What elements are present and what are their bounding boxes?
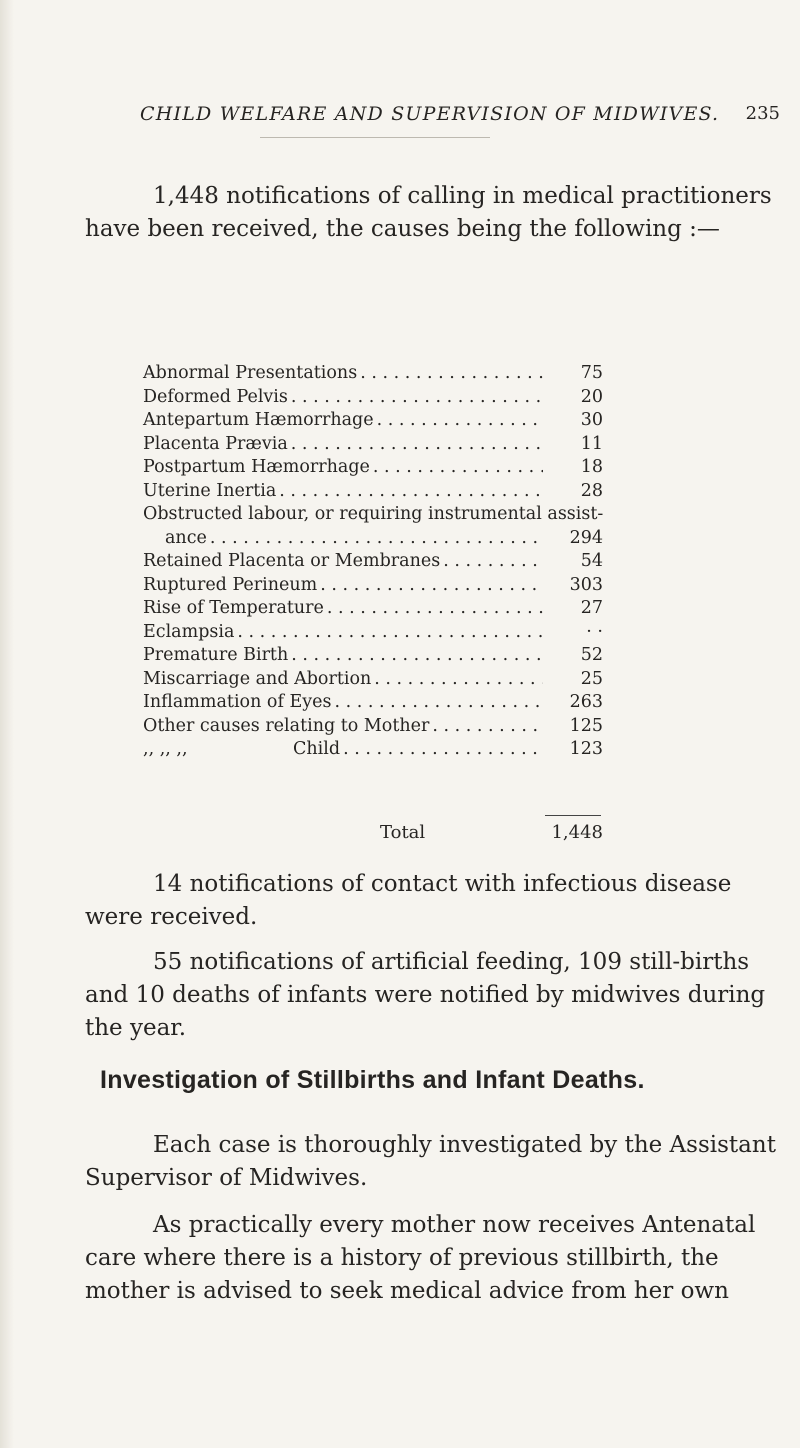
infectious-paragraph: 14 notifications of contact with infectious disease were received. [85, 871, 732, 930]
intro-paragraph: 1,448 notifications of calling in medical practitioners have been received, the causes being the following :— [85, 183, 772, 242]
cause-count: 52 [580, 645, 603, 665]
cause-count: 294 [569, 527, 603, 548]
cause-count: 125 [569, 715, 603, 736]
ditto-marks: ,, ,, ,, [143, 739, 188, 759]
table-row [143, 433, 603, 457]
cause-count: · · [586, 621, 603, 642]
table-row [143, 715, 603, 739]
cause-label: Placenta Prævia [143, 433, 288, 454]
feeding-paragraph: 55 notifications of artificial feeding, 109 still-births and 10 deaths of infants were notified by midwives during the year. [85, 949, 766, 1041]
cause-label: Child [293, 739, 341, 759]
header-rule [260, 137, 490, 138]
total-label: Total [380, 822, 426, 843]
cause-label: Antepartum Hæmorrhage [143, 410, 374, 430]
cause-count: 123 [569, 739, 603, 759]
table-row [143, 409, 603, 433]
cause-label: Deformed Pelvis [143, 386, 288, 407]
page-number: 235 [745, 103, 780, 124]
table-row [143, 668, 603, 692]
investigated-paragraph: Each case is thoroughly investigated by the Assistant Supervisor of Midwives. [85, 1132, 776, 1191]
antenatal-paragraph: As practically every mother now receives Antenatal care where there is a history of previous stillbirth, the mother is advised to seek medical advice from her own [85, 1212, 756, 1304]
table-row [143, 644, 603, 668]
cause-label: Miscarriage and Abortion [143, 668, 372, 689]
table-row [143, 362, 603, 386]
cause-label: Premature Birth [143, 645, 289, 665]
cause-count: 303 [569, 574, 603, 595]
cause-label: Obstructed labour, or requiring instrumental assist- [143, 504, 604, 524]
cause-count: 75 [580, 363, 603, 383]
cause-count: 30 [580, 410, 603, 430]
cause-label: Ruptured Perineum [143, 574, 318, 595]
cause-label: Eclampsia [143, 621, 235, 642]
table-row [143, 386, 603, 410]
table-row [143, 738, 603, 762]
cause-label: Retained Placenta or Membranes [143, 551, 441, 571]
table-row [143, 480, 603, 504]
table-row [143, 691, 603, 715]
cause-count: 27 [580, 598, 603, 618]
table-row [143, 574, 603, 598]
cause-count: 25 [580, 668, 603, 689]
cause-label: Other causes relating to Mother [143, 715, 430, 736]
cause-count: 263 [569, 692, 603, 712]
cause-count: 20 [580, 386, 603, 407]
table-row [143, 456, 603, 480]
running-title: CHILD WELFARE AND SUPERVISION OF MIDWIVES. [140, 103, 720, 125]
total-value: 1,448 [551, 822, 603, 843]
running-header [140, 103, 780, 133]
cause-count: 18 [580, 457, 603, 477]
cause-label: Postpartum Hæmorrhage [143, 457, 370, 477]
cause-label: Uterine Inertia [143, 480, 277, 501]
cause-label: Inflammation of Eyes [143, 692, 332, 712]
table-row [143, 503, 603, 550]
total-row [380, 822, 603, 843]
table-row [143, 597, 603, 621]
cause-label: Abnormal Presentations [143, 363, 358, 383]
cause-count: 54 [580, 551, 603, 571]
total-rule [545, 815, 601, 816]
section-heading: Investigation of Stillbirths and Infant Deaths. [100, 1066, 645, 1094]
table-row [143, 621, 603, 645]
cause-count: 11 [580, 433, 603, 454]
cause-count: 28 [580, 480, 603, 501]
causes-table [143, 362, 603, 762]
table-row [143, 550, 603, 574]
page-binding-edge [0, 0, 14, 1448]
cause-label-continued: ance [165, 527, 207, 548]
cause-label: Rise of Temperature [143, 598, 324, 618]
